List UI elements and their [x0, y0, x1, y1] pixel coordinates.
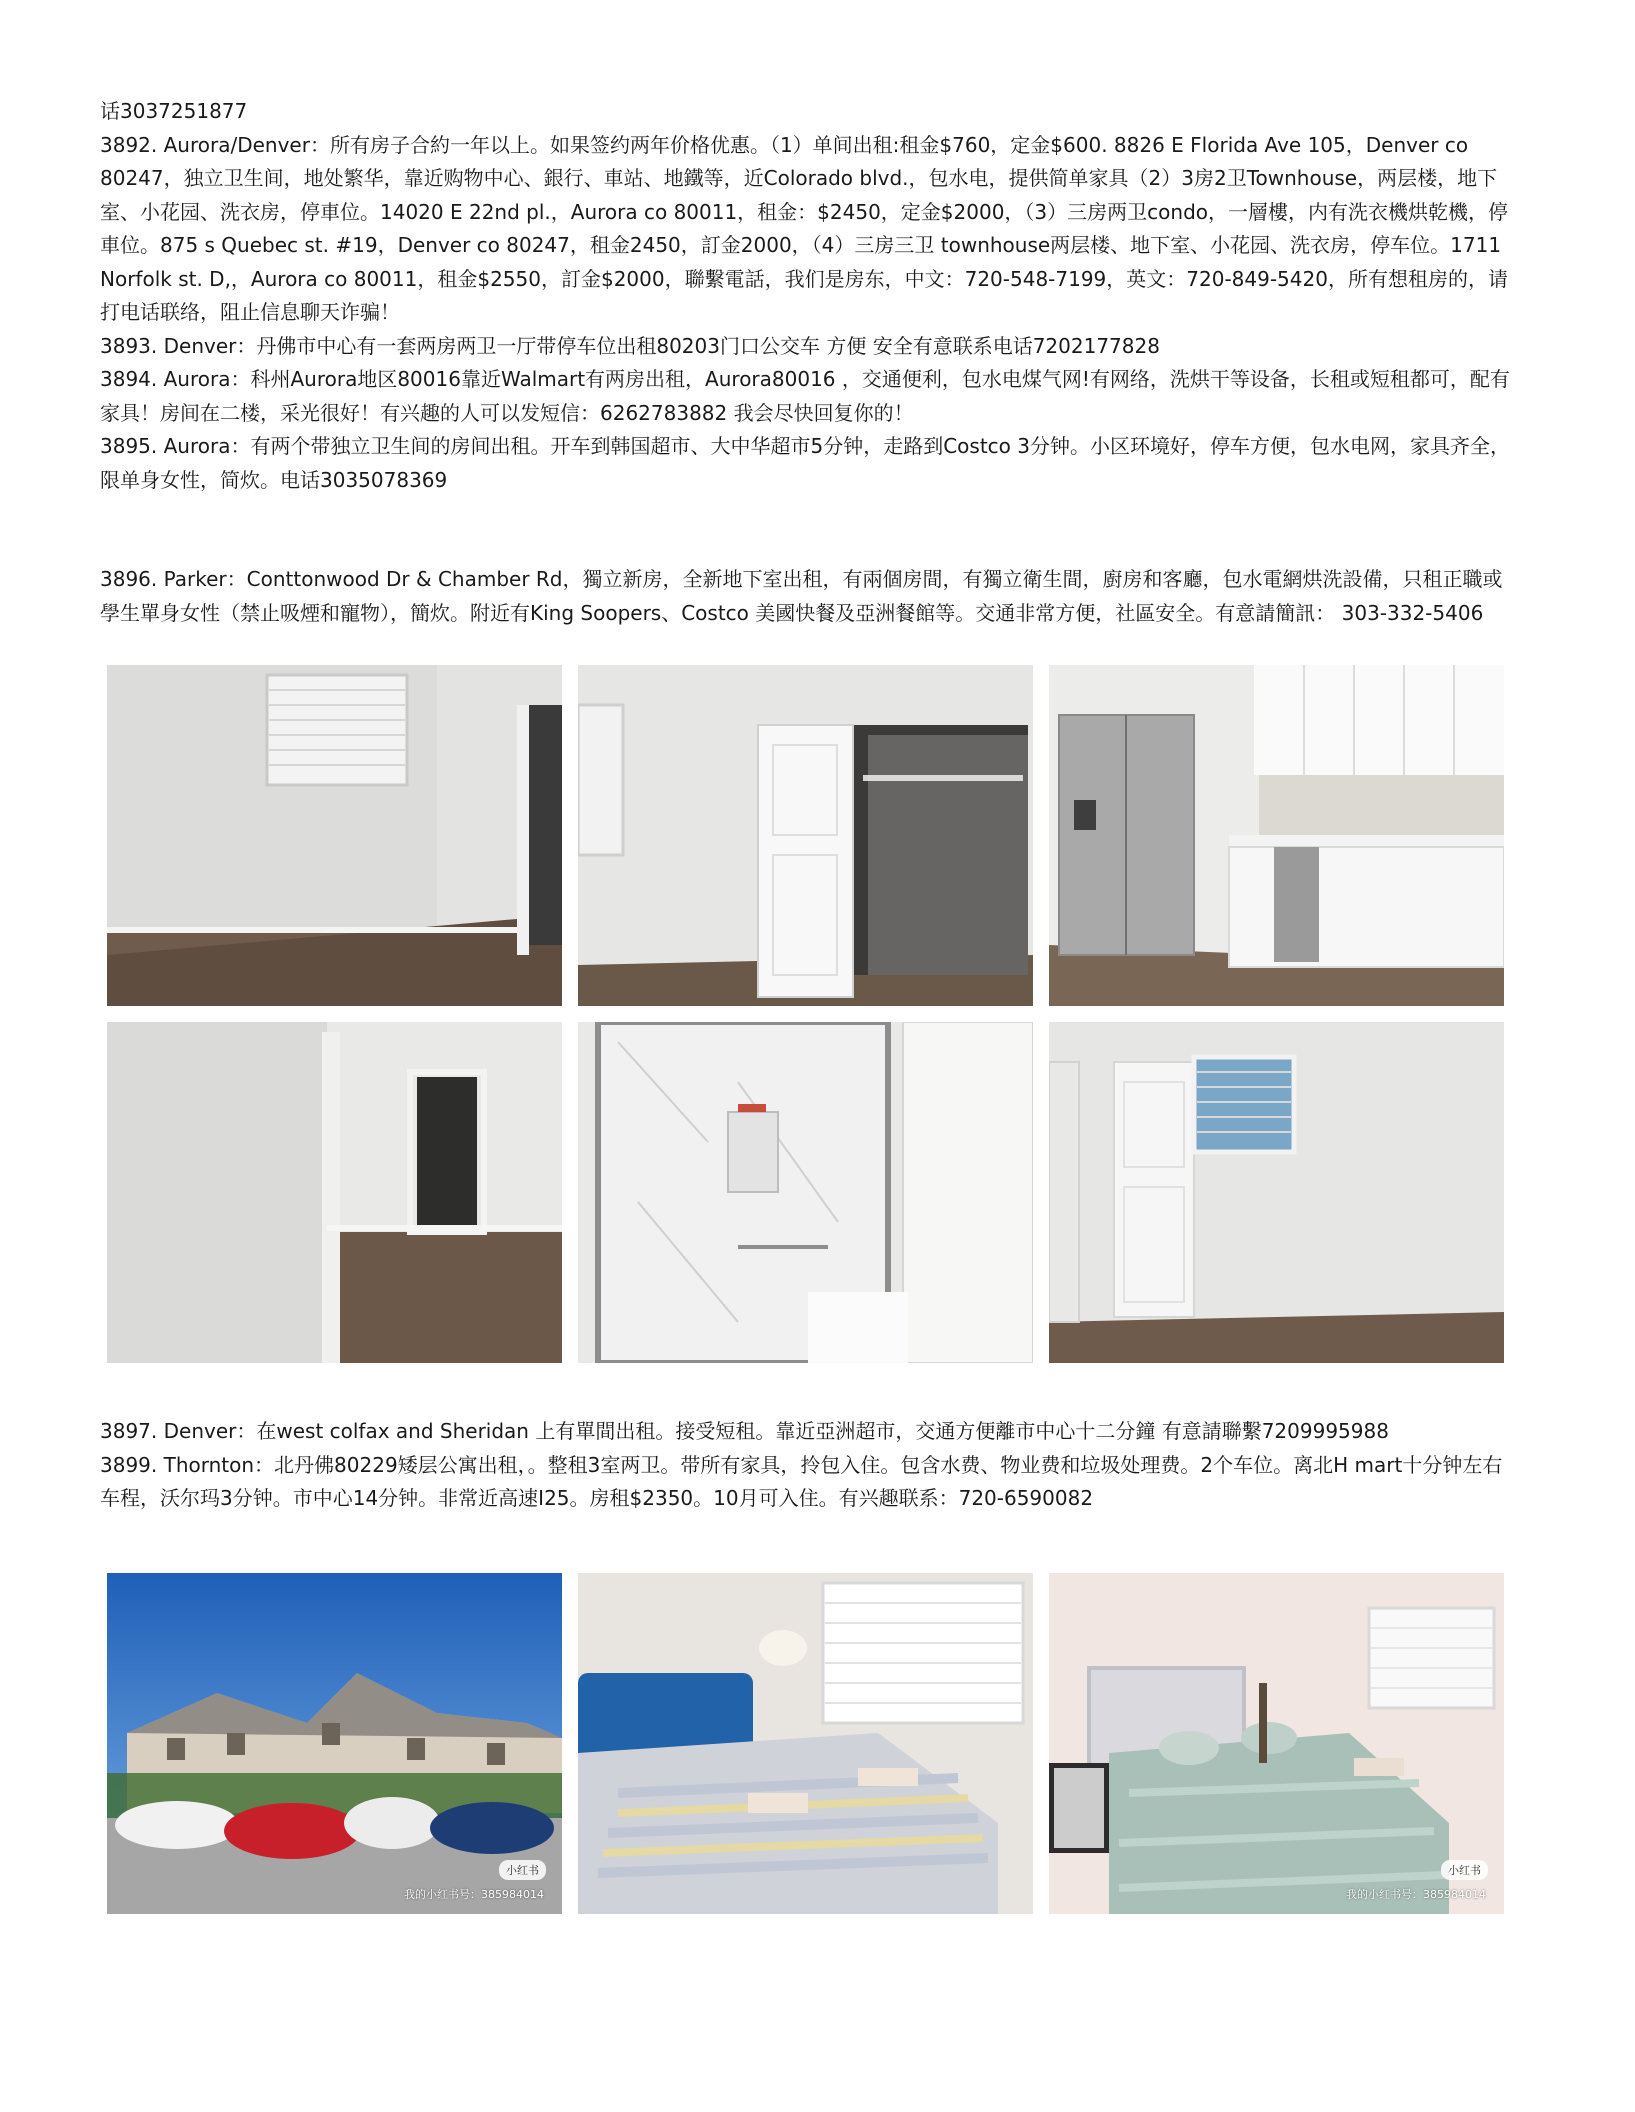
listing-3896-block: [100, 563, 1520, 630]
listings-bottom-block: [100, 1415, 1520, 1516]
listing-3896: 3896. Parker：Conttonwood Dr & Chamber Rd，獨立新房，全新地下室出租，有兩個房間，有獨立衛生間，廚房和客廳，包水電網烘洗設備，只租正職或學生單身女性（禁止吸煙和寵物），簡炊。附近有King Soopers、Costco 美國快餐及亞洲餐館等。交通非常方便，社區安全。有意請簡訊： 303-332-5406: [100, 567, 1503, 625]
photo-bedroom-closet: [578, 665, 1033, 1006]
listing-3894: 3894. Aurora：科州Aurora地区80016靠近Walmart有两房出租，Aurora80016 ，交通便利，包水电煤气网!有网络，洗烘干等设备，长租或短租都可，配有家具！房间在二楼，采光很好！有兴趣的人可以发短信：6262783882 我会尽快回复你的！: [100, 367, 1510, 425]
watermark-account: 我的小红书号：385984014: [1346, 1888, 1486, 1901]
listing-3895: 3895. Aurora：有两个带独立卫生间的房间出租。开车到韩国超市、大中华超市5分钟，走路到Costco 3分钟。小区环境好，停车方便，包水电网，家具齐全，限单身女性，简炊。电话3035078369: [100, 434, 1510, 492]
listing-3899: 3899. Thornton：北丹佛80229矮层公寓出租，。整租3室两卫。带所有家具，拎包入住。包含水费、物业费和垃圾处理费。2个车位。离北H mart十分钟左右车程，沃尔玛3分钟。市中心14分钟。非常近高速I25。房租$2350。10月可入住。有兴趣联系：720-6590082: [100, 1452, 1503, 1510]
watermark-account: 我的小红书号：385984014: [404, 1888, 544, 1901]
photo-hallway: [107, 1022, 562, 1363]
listing-3897: 3897. Denver：在west colfax and Sheridan 上有單間出租。接受短租。靠近亞洲超市，交通方便離市中心十二分鐘 有意請聯繫7209995988: [100, 1419, 1389, 1443]
listing-3892: 3892. Aurora/Denver：所有房子合約一年以上。如果签约两年价格优惠。（1）单间出租:租金$760，定金$600. 8826 E Florida Ave 105，Denver co 80247，独立卫生间，地处繁华，靠近购物中心、銀行、車站、地鐵等，近Colorado blvd.，包水电，提供简单家具（2）3房2卫Townhouse，两层楼，地下室、小花园、洗衣房，停車位。14020 E 22nd pl.，Aurora co 80011，租金：$2450，定金$2000，（3）三房两卫condo，一層樓，内有洗衣機烘乾機，停車位。875 s Quebec st. #19，Denver co 80247，租金2450，訂金2000，（4）三房三卫 townhouse两层楼、地下室、小花园、洗衣房，停车位。1711 Norfolk st. D,，Aurora co 80011，租金$2550，訂金$2000，聯繫電話，我们是房东，中文：720-548-7199，英文：720-849-5420，所有想租房的，请打电话联络，阻止信息聊天诈骗！: [100, 132, 1508, 324]
photo-bedroom-mirrored-headboard: [1049, 1573, 1504, 1914]
listings-top-block: [100, 95, 1520, 497]
watermark-badge: 小红书: [499, 1860, 546, 1880]
photo-bedroom-door: [1049, 1022, 1504, 1363]
photo-apartment-exterior: [107, 1573, 562, 1914]
photo-bedroom-window: [107, 665, 562, 1006]
photo-bathroom-shower: [578, 1022, 1033, 1363]
listing-3893: 3893. Denver：丹佛市中心有一套两房两卫一厅带停车位出租80203门口公交车 方便 安全有意联系电话7202177828: [100, 333, 1160, 358]
photo-bedroom-blue-headboard: [578, 1573, 1033, 1914]
photo-kitchen: [1049, 665, 1504, 1006]
listing-contact-fragment: 话3037251877: [100, 99, 248, 123]
watermark-badge: 小红书: [1441, 1860, 1488, 1880]
